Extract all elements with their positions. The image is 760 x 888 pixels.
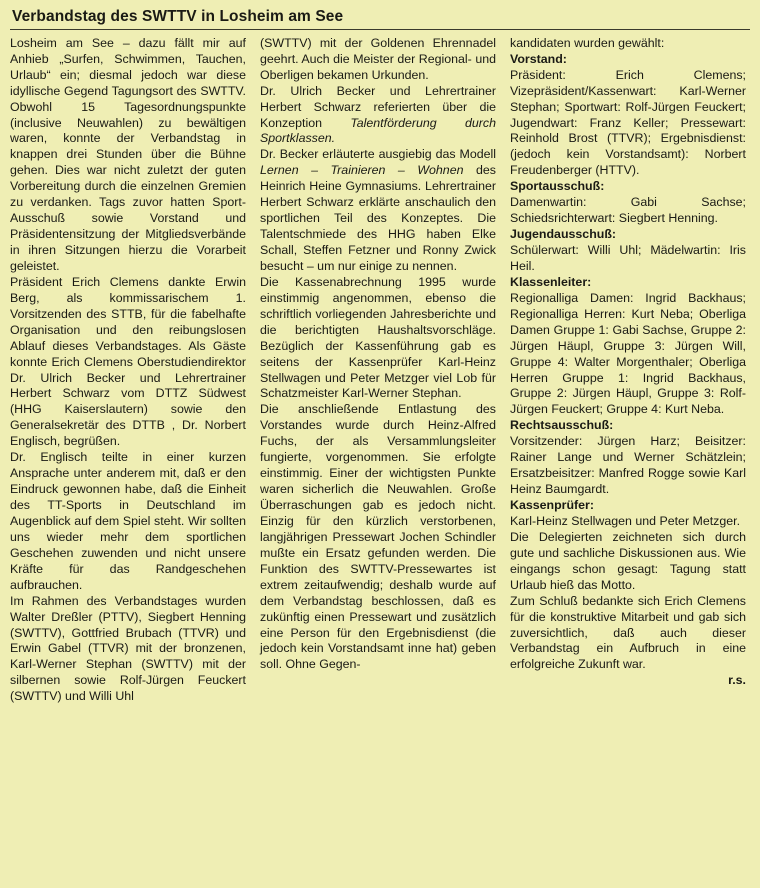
- section-heading-jugendausschuss: Jugendausschuß:: [510, 227, 617, 242]
- paragraph: Vorsitzender: Jürgen Harz; Beisitzer: Rainer Lange und Werner Schätzlein; Ersatzbeisitzer: Manfred Rogge sowie Karl Heinz Baumgardt.: [510, 434, 746, 497]
- paragraph: Zum Schluß bedankte sich Erich Clemens für die konstruktive Mitarbeit und gab sich zuversichtlich, daß auch dieser Verbandstag ein Aufbruch in eine erfolgreiche Zukunft war.: [510, 593, 746, 672]
- headline-divider: [10, 29, 750, 30]
- paragraph: (SWTTV) mit der Goldenen Ehrennadel geehrt. Auch die Meister der Regional- und Oberligen bekamen Urkunden.: [260, 35, 496, 82]
- paragraph-with-italic: [260, 84, 496, 148]
- paragraph: Losheim am See – dazu fällt mir auf Anhieb „Surfen, Schwimmen, Tauchen, Urlaub“ ein; diesmal jedoch war diese idyllische Gegend Tagungsort des SWTTV. Obwohl 15 Tagesordnungspunkte (inclusive Neuwahlen) zu bewältigen waren, konnte der Verbandstag in knappen drei Stunden über die Bühne gehen. Dies war nicht zuletzt der guten Vorbereitung durch die einzelnen Gremien zu verdanken. Tags zuvor hatten Sport-Ausschuß sowie Vorstand und Präsidentensitzung der Mitgliedsverbände in ihren Sitzungen hierzu die Vorarbeit geleistet.: [10, 35, 246, 273]
- paragraph: Schülerwart: Willi Uhl; Mädelwartin: Iris Heil.: [510, 243, 746, 273]
- emphasis-text: Talentförderung durch Sportklassen.: [260, 115, 496, 146]
- paragraph: Damenwartin: Gabi Sachse; Schiedsrichterwart: Siegbert Henning.: [510, 195, 746, 226]
- paragraph-with-italic: [260, 147, 496, 275]
- section-heading-vorstand: Vorstand:: [510, 51, 567, 66]
- paragraph: Die Delegierten zeichneten sich durch gute und sachliche Diskussionen aus. Wie eingangs schon gesagt: Tagung statt Urlaub hieß das Motto.: [510, 529, 746, 592]
- section-heading-klassenleiter: Klassenleiter:: [510, 274, 592, 289]
- paragraph: kandidaten wurden gewählt:: [510, 35, 665, 50]
- author-signature: r.s.: [728, 673, 746, 688]
- paragraph: Präsident: Erich Clemens; Vizepräsident/Kassenwart: Karl-Werner Stephan; Sportwart: Rolf-Jürgen Feuckert; Jugendwart: Franz Keller; Pressewart: Reinhold Brost (TTVR); Ergebnisdienst: (jedoch kein Vorstandsamt): Norbert Freudenberger (HTTV).: [510, 67, 746, 178]
- section-heading-rechtsausschuss: Rechtsausschuß:: [510, 418, 614, 433]
- paragraph: Dr. Englisch teilte in einer kurzen Ansprache unter anderem mit, daß er den Eindruck gewonnen habe, daß die Einheit des TT-Sports in Deutschland im Augenblick auf dem Spiel steht. Wir sollten uns wieder mehr dem sportlichen Geschehen zuwenden und nicht unsere Kräfte für das Randgeschehen aufbrauchen.: [10, 450, 246, 592]
- paragraph: Die anschließende Entlastung des Vorstandes wurde durch Heinz-Alfred Fuchs, der als Versammlungsleiter fungierte, vorgenommen. Sie erfolgte einstimmig. Einer der wichtigsten Punkte waren sicherlich die Neuwahlen. Große Überraschungen gab es jedoch nicht. Einzig für den kürzlich verstorbenen, langjährigen Pressewart Jochen Schindler mußte ein Ersatz gefunden werden. Die Funktion des SWTTV-Pressewartes ist extrem zeitaufwendig; deshalb wurde auf dem Verbandstag beschlossen, daß es zukünftig einen Pressewart und zusätzlich eine Person für den Ergebnisdienst (die jedoch kein Vorstandsamt inne hat) geben soll. Ohne Gegen-: [260, 402, 496, 672]
- emphasis-text: Lernen – Trainieren – Wohnen: [260, 163, 464, 178]
- paragraph-text: Dr. Becker erläuterte ausgiebig das Modell: [260, 147, 496, 162]
- section-heading-sportausschuss: Sportausschuß:: [510, 179, 605, 194]
- paragraph: Regionalliga Damen: Ingrid Backhaus; Regionalliga Herren: Kurt Neba; Oberliga Damen Gruppe 1: Gabi Sachse, Gruppe 2: Jürgen Häupl, Gruppe 3: Jürgen Will, Gruppe 4: Walter Morgenthaler; Oberliga Herren Gruppe 1: Ingrid Backhaus, Gruppe 2: Jürgen Häupl, Gruppe 3: Rolf-Jürgen Feuckert; Gruppe 4: Kurt Neba.: [510, 290, 746, 417]
- article-columns: [10, 36, 750, 705]
- section-heading-kassenpruefer: Kassenprüfer:: [510, 498, 595, 512]
- paragraph-text-tail: des Heinrich Heine Gymnasiums. Lehrertrainer Herbert Schwarz erklärte anschaulich den sportlichen Teil des Konzeptes. Die Talentschmiede des HHG haben Elke Schall, Steffen Fetzner und Ronny Zwick besucht – um nur einige zu nennen.: [260, 163, 496, 273]
- article-column-1: [10, 36, 246, 705]
- paragraph-text: Dr. Ulrich Becker und Lehrertrainer Herbert Schwarz referierten über die Konzeption: [260, 83, 496, 130]
- paragraph: Präsident Erich Clemens dankte Erwin Berg, als kommissarischem 1. Vorsitzenden des STTB, für die fabelhafte Organisation und den reibungslosen Ablauf dieses Verbandstages. Als Gäste konnte Erich Clemens Oberstudiendirektor Dr. Ulrich Becker und Lehrertrainer Herbert Schwarz vom DTTZ Südwest (HHG Kaiserslautern) sowie den Generalsekretär des DTTB , Dr. Norbert Englisch, begrüßen.: [10, 274, 246, 449]
- paragraph: Die Kassenabrechnung 1995 wurde einstimmig angenommen, ebenso die schriftlich vorliegenden Jahresberichte und die berichtigten Haushaltsvorschläge. Bezüglich der Kassenführung gab es seitens der Kassenprüfer Karl-Heinz Stellwagen und Peter Metzger viel Lob für Schatzmeister Karl-Werner Stephan.: [260, 274, 496, 401]
- paragraph: Im Rahmen des Verbandstages wurden Walter Dreßler (PTTV), Siegbert Henning (SWTTV), Gottfried Brubach (TTVR) und Erwin Gabel (TTVR) mit der bronzenen, Karl-Werner Stephan (SWTTV) mit der silbernen sowie Rolf-Jürgen Feuckert (SWTTV) und Willi Uhl: [10, 593, 246, 704]
- page-title: Verbandstag des SWTTV in Losheim am See: [12, 8, 344, 25]
- paragraph: Karl-Heinz Stellwagen und Peter Metzger.: [510, 513, 741, 528]
- article-column-2: [260, 36, 496, 674]
- article-column-3: [510, 36, 746, 689]
